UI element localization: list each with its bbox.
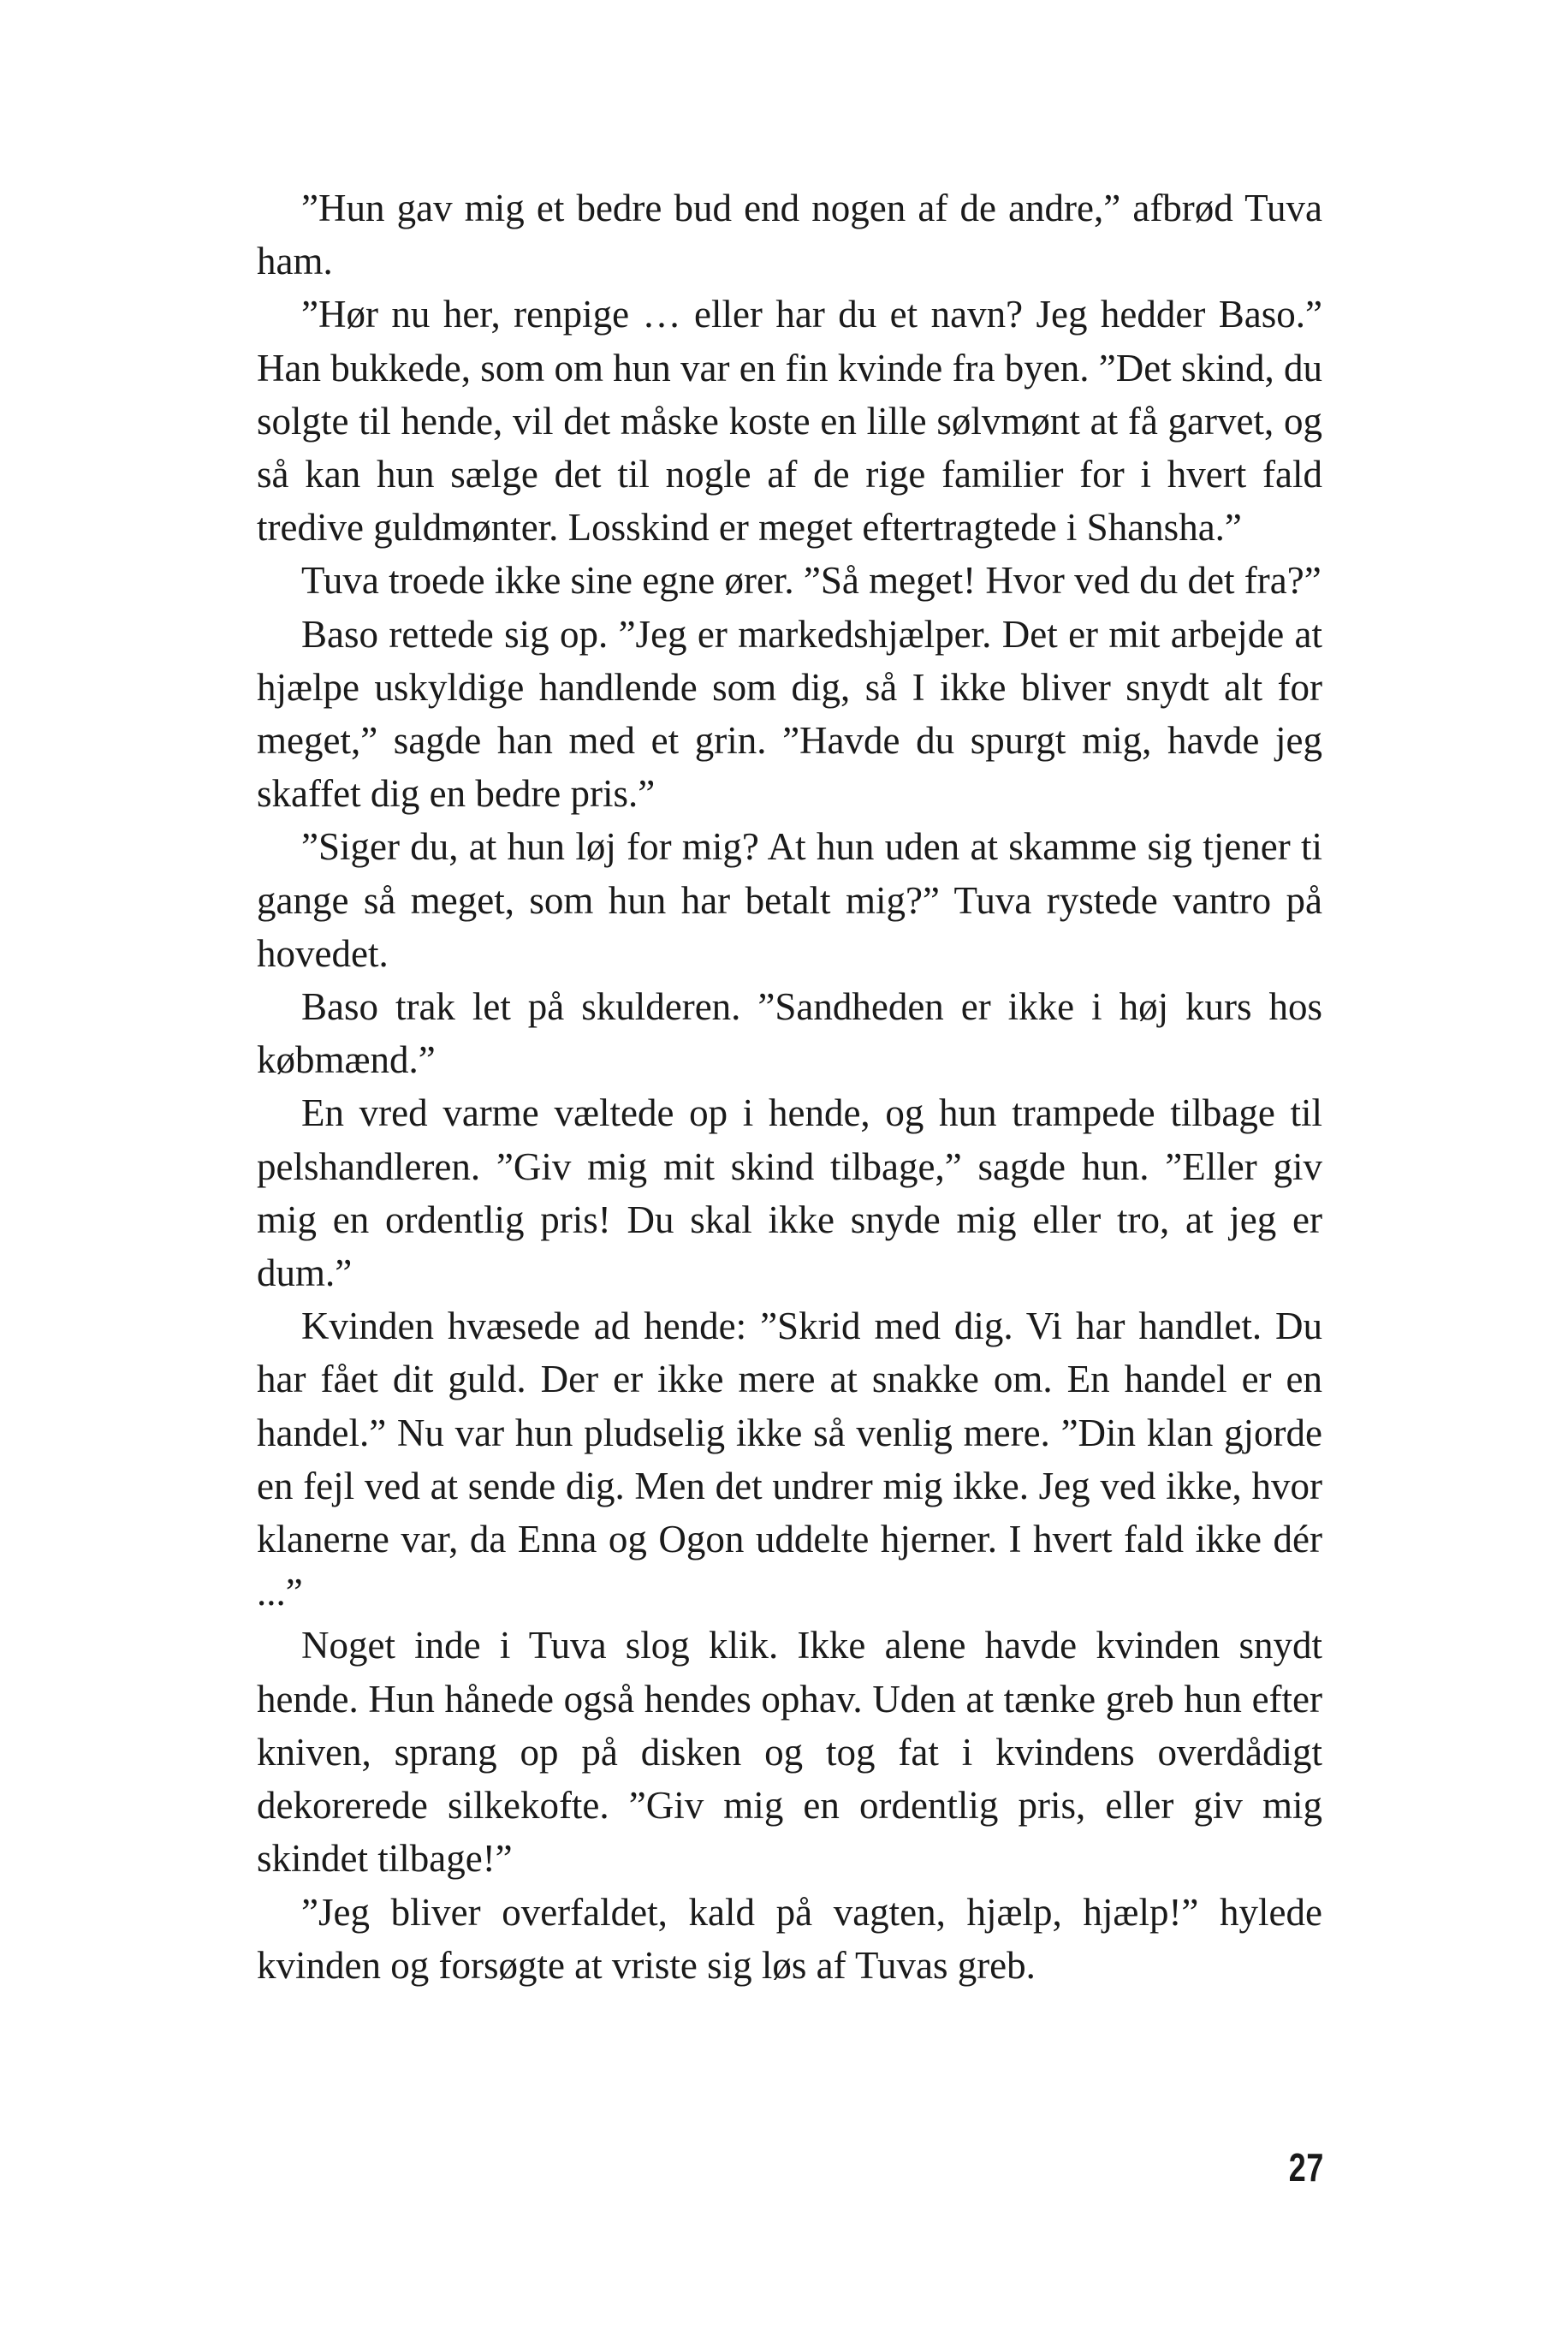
paragraph: Baso rettede sig op. ”Jeg er markedshjælper. Det er mit arbejde at hjælpe uskyldige handlende som dig, så I ikke bliver snydt alt for meget,” sagde han med et grin. ”Havde du spurgt mig, havde jeg skaffet dig en bedre pris.” — [257, 612, 1322, 816]
paragraph: ”Jeg bliver overfaldet, kald på vagten, hjælp, hjælp!” hylede kvinden og forsøgte at vriste sig løs af Tuvas greb. — [257, 1890, 1322, 1987]
body-text — [257, 181, 1322, 1992]
paragraph: En vred varme væltede op i hende, og hun trampede tilbage til pelshandleren. ”Giv mig mit skind tilbage,” sagde hun. ”Eller giv mig en ordentlig pris! Du skal ikke snyde mig eller tro, at jeg er dum.” — [257, 1091, 1322, 1295]
paragraph: Tuva troede ikke sine egne ører. ”Så meget! Hvor ved du det fra?” — [301, 559, 1322, 603]
paragraph: Baso trak let på skulderen. ”Sandheden er ikke i høj kurs hos købmænd.” — [257, 985, 1322, 1082]
page-number: 27 — [1288, 2145, 1324, 2190]
paragraph: ”Siger du, at hun løj for mig? At hun uden at skamme sig tjener ti gange så meget, som hun har betalt mig?” Tuva rystede vantro på hovedet. — [257, 825, 1322, 975]
paragraph: ”Hun gav mig et bedre bud end nogen af de andre,” afbrød Tuva ham. — [257, 187, 1322, 283]
paragraph: Kvinden hvæsede ad hende: ”Skrid med dig. Vi har handlet. Du har fået dit guld. Der er ikke mere at snakke om. En handel er en handel.” Nu var hun pludselig ikke så venlig mere. ”Din klan gjorde en fejl ved at sende dig. Men det undrer mig ikke. Jeg ved ikke, hvor klanerne var, da Enna og Ogon uddelte hjerner. I hvert fald ikke dér ...” — [257, 1305, 1322, 1614]
paragraph: ”Hør nu her, renpige … eller har du et navn? Jeg hedder Baso.” Han bukkede, som om hun var en fin kvinde fra byen. ”Det skind, du solgte til hende, vil det måske koste en lille sølvmønt at få garvet, og så kan hun sælge det til nogle af de rige familier for i hvert fald tredive guldmønter. Losskind er meget eftertragtede i Shansha.” — [257, 293, 1322, 550]
paragraph: Noget inde i Tuva slog klik. Ikke alene havde kvinden snydt hende. Hun hånede også hendes ophav. Uden at tænke greb hun efter kniven, sprang op på disken og tog fat i kvindens overdådigt dekorerede silkekofte. ”Giv mig en ordentlig pris, eller giv mig skindet tilbage!” — [257, 1624, 1322, 1881]
